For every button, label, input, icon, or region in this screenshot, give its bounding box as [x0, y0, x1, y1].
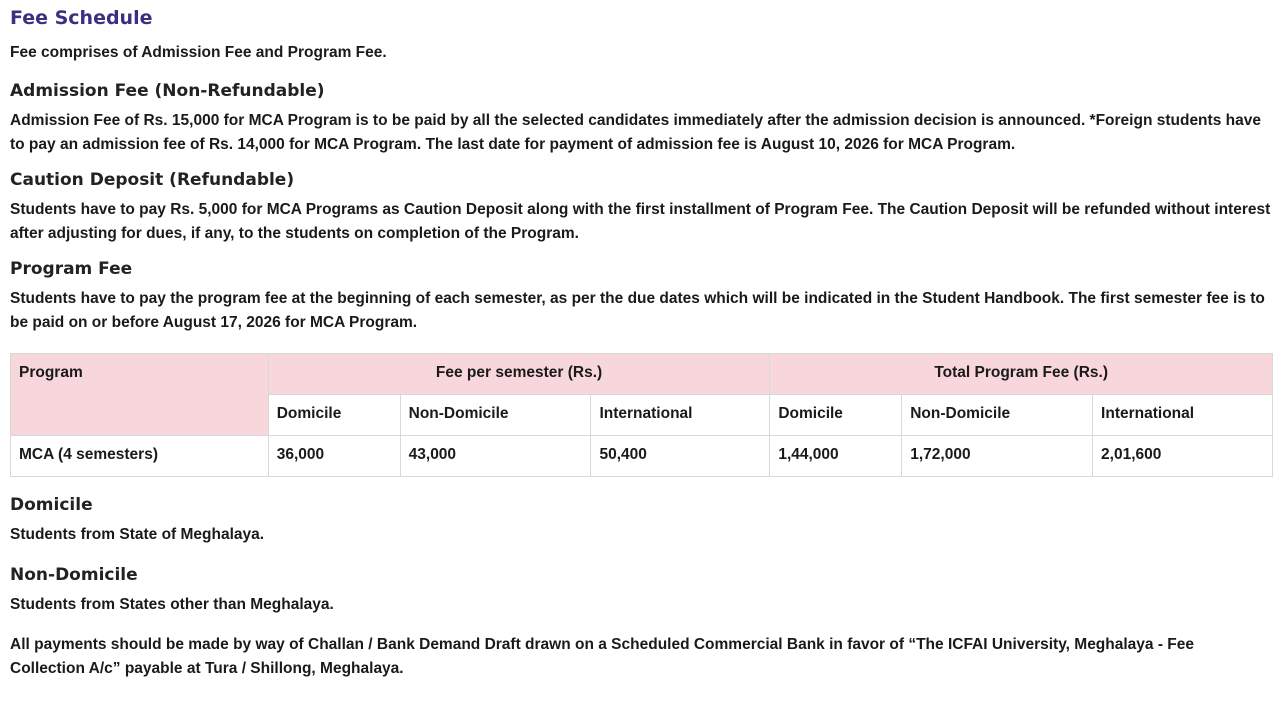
page-title: Fee Schedule: [10, 7, 153, 29]
program-fee-section: [10, 257, 1271, 335]
table-cell: 36,000: [268, 436, 400, 477]
domicile-text: Students from State of Meghalaya.: [10, 526, 265, 543]
table-cell: 1,72,000: [902, 436, 1093, 477]
program-fee-heading: Program Fee: [10, 259, 133, 279]
program-fee-text: Students have to pay the program fee at the beginning of each semester, as per the due dates which will be indicated in the Student Handbook. The first semester fee is to be paid on or before August 17, 2026 for MCA Program.: [10, 290, 1265, 331]
intro-text: Fee comprises of Admission Fee and Program Fee.: [10, 44, 387, 61]
subheader-cell: International: [591, 395, 770, 436]
table-row: [11, 436, 1273, 477]
caution-heading: Caution Deposit (Refundable): [10, 170, 295, 190]
caution-section: [10, 168, 1271, 246]
non-domicile-text: Students from States other than Meghalaya.: [10, 596, 334, 613]
admission-heading: Admission Fee (Non-Refundable): [10, 81, 325, 101]
subheader-cell: International: [1093, 395, 1273, 436]
subheader-cell: Domicile: [268, 395, 400, 436]
table-cell: 1,44,000: [770, 436, 902, 477]
table-cell: 50,400: [591, 436, 770, 477]
table-cell: MCA (4 semesters): [11, 436, 269, 477]
domicile-section: [10, 493, 1271, 547]
caution-text: Students have to pay Rs. 5,000 for MCA Programs as Caution Deposit along with the first installment of Program Fee. The Caution Deposit will be refunded without interest after adjusting for dues, if any, to the students on completion of the Program.: [10, 201, 1271, 242]
payment-text: All payments should be made by way of Challan / Bank Demand Draft drawn on a Scheduled Commercial Bank in favor of “The ICFAI University, Meghalaya - Fee Collection A/c” payable at Tura / Shillong, Meghalaya.: [10, 636, 1195, 677]
fee-per-semester-header: Fee per semester (Rs.): [268, 354, 770, 395]
subheader-cell: Domicile: [770, 395, 902, 436]
non-domicile-heading: Non-Domicile: [10, 565, 138, 585]
table-header-row: [11, 354, 1273, 395]
table-cell: 43,000: [400, 436, 591, 477]
admission-section: [10, 79, 1271, 157]
program-header: Program: [11, 354, 269, 436]
table-cell: 2,01,600: [1093, 436, 1273, 477]
total-fee-header: Total Program Fee (Rs.): [770, 354, 1273, 395]
fee-table: [10, 353, 1273, 477]
admission-text: Admission Fee of Rs. 15,000 for MCA Program is to be paid by all the selected candidates immediately after the admission decision is announced. *Foreign students have to pay an admission fee of Rs. 14,000 for MCA Program. The last date for payment of admission fee is August 10, 2026 for MCA Program.: [10, 112, 1261, 153]
domicile-heading: Domicile: [10, 495, 93, 515]
subheader-cell: Non-Domicile: [902, 395, 1093, 436]
subheader-cell: Non-Domicile: [400, 395, 591, 436]
non-domicile-section: [10, 563, 1271, 617]
